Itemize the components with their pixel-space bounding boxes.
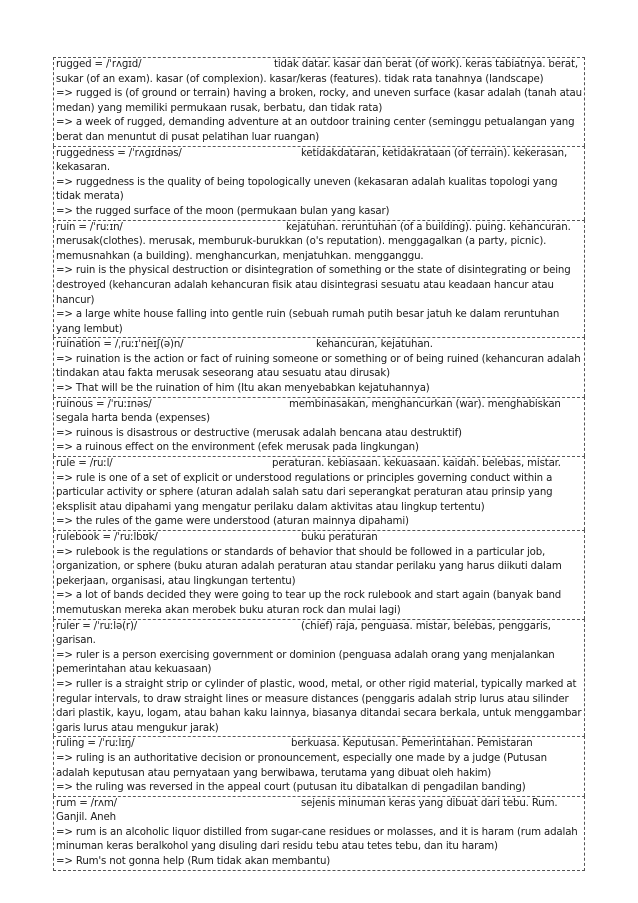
entry-heading-and-meaning: [56, 398, 582, 427]
headword: rulebook = /ˈruːlbʊk/: [56, 532, 158, 543]
glossary-entry: [53, 146, 585, 220]
entry-heading-and-meaning: [56, 737, 582, 752]
example: => Rum's not gonna help (Rum tidak akan membantu): [56, 856, 331, 868]
definition: => rulebook is the regulations or standards of behavior that should be followed in a particular job, organization, or sphere (buku aturan adalah peraturan atau standar perilaku yang harus diikuti dalam pekerjaan, organisasi, atau lingkungan tertentu): [56, 546, 562, 587]
definition: => ruler is a person exercising government or dominion (penguasa adalah orang yang menjalankan pemerintahan atau kekuasaan): [56, 649, 555, 676]
headword: ruin = /ˈruːɪn/: [56, 221, 123, 233]
headword: rule = /ruːl/: [56, 458, 113, 470]
glossary-list: [53, 57, 585, 871]
meaning: berkuasa. Keputusan. Pemerintahan. Pemistaran: [291, 738, 533, 750]
glossary-entry: [53, 337, 585, 396]
glossary-entry: [53, 397, 585, 456]
definition: => ruinous is disastrous or destructive (merusak adalah bencana atau destruktif): [56, 427, 462, 439]
definition: => rum is an alcoholic liquor distilled from sugar-cane residues or molasses, and it is haram (rum adalah minuman keras beralkohol yang disuling dari residu tebu atau tetes tebu, dan itu haram): [56, 826, 578, 853]
entry-heading-and-meaning: [56, 58, 582, 87]
entry-heading-and-meaning: [56, 531, 582, 546]
glossary-entry: [53, 530, 585, 619]
glossary-entry: [53, 796, 585, 871]
example: => a lot of bands decided they were going to tear up the rock rulebook and start again (banyak band memutuskan mereka akan merobek buku aturan rock dan mulai lagi): [56, 590, 562, 616]
headword: ruggedness = /ˈrʌɡɪdnəs/: [56, 147, 182, 159]
glossary-entry: [53, 57, 585, 146]
definition: => rule is one of a set of explicit or understood regulations or principles governing conduct within a particular activity or sphere (aturan adalah salah satu dari seperangkat peraturan atau prinsip yang eksplisit atau dipahami yang mengatur perilaku dalam aktivitas atau lingkup tertentu): [56, 472, 553, 513]
meaning: membinasakan, menghancurkan (war). menghabiskan segala harta benda (expenses): [56, 398, 561, 425]
meaning: (chief) raja, penguasa. mistar, belebas, penggaris, garisan.: [56, 620, 551, 647]
meaning: peraturan. kebiasaan. kekuasaan. kaidah. belebas, mistar.: [272, 458, 561, 470]
glossary-entry: [53, 619, 585, 737]
glossary-entry: [53, 736, 585, 795]
headword: ruler = /ˈruːlə(r)/: [56, 620, 138, 632]
definition: => ruggedness is the quality of being topologically uneven (kekasaran adalah kualitas topologi yang tidak merata): [56, 176, 558, 203]
definition: => ruination is the action or fact of ruining someone or something or of being ruined (kehancuran adalah tindakan atau fakta merusak seseorang atau sesuatu atau dirusak): [56, 353, 581, 380]
meaning: buku peraturan: [301, 532, 378, 543]
example: => a week of rugged, demanding adventure at an outdoor training center (seminggu petualangan yang berat dan menuntut di pusat pelatihan luar ruangan): [56, 117, 575, 143]
example: => the ruling was reversed in the appeal court (putusan itu dibatalkan di pengadilan banding): [56, 782, 526, 794]
entry-heading-and-meaning: [56, 147, 582, 176]
meaning: tidak datar. kasar dan berat (of work). keras tabiatnya. berat, sukar (of an exam). kasar (of complexion). kasar/keras (features). tidak rata tanahnya (landscape): [56, 59, 578, 85]
entry-heading-and-meaning: [56, 620, 582, 649]
example: => That will be the ruination of him (Itu akan menyebabkan kejatuhannya): [56, 383, 430, 395]
entry-heading-and-meaning: [56, 221, 582, 265]
entry-heading-and-meaning: [56, 797, 582, 826]
definition: => ruin is the physical destruction or disintegration of something or the state of disintegrating or being destroyed (kehancuran adalah kehancuran fisik atau disintegrasi sesuatu atau keadaan hancur atau hancur): [56, 265, 571, 306]
meaning: kehancuran, kejatuhan.: [316, 339, 433, 351]
glossary-entry: [53, 456, 585, 530]
example: => the rules of the game were understood (aturan mainnya dipahami): [56, 516, 409, 528]
entry-heading-and-meaning: [56, 338, 582, 353]
example: => the rugged surface of the moon (permukaan bulan yang kasar): [56, 205, 390, 217]
example: => ruller is a straight strip or cylinder of plastic, wood, metal, or other rigid material, typically marked at regular intervals, to draw straight lines or measure distances (penggaris adalah strip lurus atau silinder dari plastik, kayu, logam, atau bahan kaku lainnya, biasanya ditandai secara berkala, untuk menggambar garis lurus atau mengukur jarak): [56, 678, 582, 734]
meaning: sejenis minuman keras yang dibuat dari tebu. Rum. Ganjil. Aneh: [56, 797, 558, 824]
example: => a ruinous effect on the environment (efek merusak pada lingkungan): [56, 442, 419, 454]
entry-heading-and-meaning: [56, 457, 582, 472]
headword: ruination = /ˌruːɪˈneɪʃ(ə)n/: [56, 339, 184, 351]
headword: ruinous = /ˈruːɪnəs/: [56, 398, 152, 410]
definition: => ruling is an authoritative decision or pronouncement, especially one made by a judge (Putusan adalah keputusan atau pernyataan yang berwibawa, terutama yang dibuat oleh hakim): [56, 752, 547, 779]
headword: ruling = /ˈruːlɪŋ/: [56, 738, 135, 750]
glossary-entry: [53, 220, 585, 338]
meaning: ketidakdataran, ketidakrataan (of terrain). kekerasan, kekasaran.: [56, 147, 568, 174]
example: => a large white house falling into gentle ruin (sebuah rumah putih besar jatuh ke dalam reruntuhan yang lembut): [56, 309, 560, 335]
headword: rugged = /ˈrʌɡɪd/: [56, 59, 142, 70]
definition: => rugged is (of ground or terrain) having a broken, rocky, and uneven surface (kasar adalah (tanah atau medan) yang memiliki permukaan rusak, berbatu, dan tidak rata): [56, 88, 582, 114]
headword: rum = /rʌm/: [56, 797, 117, 809]
meaning: kejatuhan. reruntuhan (of a building). puing. kehancuran. merusak(clothes). merusak, memburuk-burukkan (o's reputation). menggagalkan (a party, picnic). memusnahkan (a building). menghancurkan, menjatuhkan. mengganggu.: [56, 221, 571, 262]
